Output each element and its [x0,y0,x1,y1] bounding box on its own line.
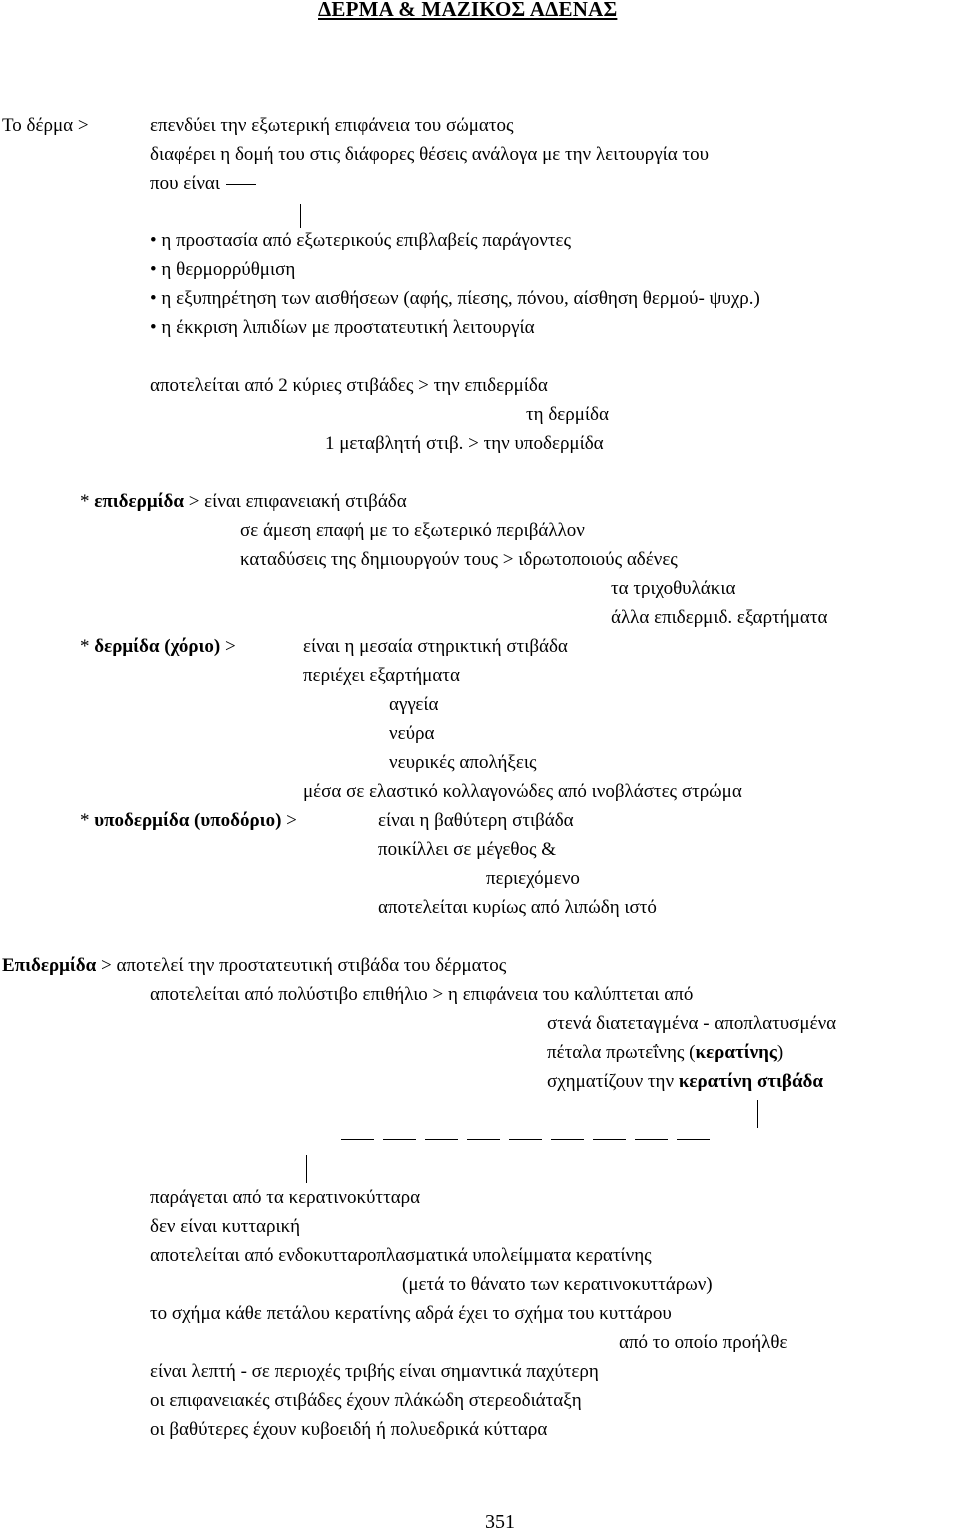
skin-heading: Το δέρμα > [2,115,89,136]
function-bullet: • η εξυπηρέτηση των αισθήσεων (αφής, πίεσης, πόνου, αίσθηση θερμού- ψυχρ.) [150,288,760,309]
hypodermis-line: είναι η βαθύτερη στιβάδα [378,810,574,831]
dashed-connector [341,1139,710,1140]
layers-line: τη δερμίδα [526,404,609,425]
dermis-summary-head: * δερμίδα (χόριο) > [80,636,236,657]
skin-line: επενδύει την εξωτερική επιφάνεια του σώματος [150,115,514,136]
epidermis-main-line: πέταλα πρωτεΐνης (κερατίνης) [547,1042,784,1063]
keratin-line: δεν είναι κυτταρική [150,1216,301,1237]
connector-vertical [306,1155,307,1183]
keratin-line: από το οποίο προήλθε [619,1332,788,1353]
function-bullet: • η προστασία από εξωτερικούς επιβλαβείς παράγοντες [150,230,572,251]
page-number: 351 [485,1511,515,1533]
layers-line: αποτελείται από 2 κύριες στιβάδες > την επιδερμίδα [150,375,548,396]
epidermis-main-line: αποτελείται από πολύστιβο επιθήλιο > η επιφάνεια του καλύπτεται από [150,984,694,1005]
hypodermis-line: ποικίλλει σε μέγεθος & [378,839,556,860]
function-bullet: • η θερμορρύθμιση [150,259,296,280]
dermis-line: νεύρα [389,723,435,744]
dermis-line: είναι η μεσαία στηρικτική στιβάδα [303,636,568,657]
keratin-line: αποτελείται από ενδοκυτταροπλασματικά υπολείμματα κερατίνης [150,1245,652,1266]
keratin-line: οι βαθύτερες έχουν κυβοειδή ή πολυεδρικά κύτταρα [150,1419,548,1440]
page-title: ΔΕΡΜΑ & ΜΑΖΙΚΟΣ ΑΔΕΝΑΣ [318,0,618,21]
hypodermis-line: περιεχόμενο [486,868,580,889]
epidermis-main-line: σχηματίζουν την κερατίνη στιβάδα [547,1071,824,1092]
epidermis-line: καταδύσεις της δημιουργούν τους > ιδρωτοποιούς αδένες [240,549,678,570]
dermis-line: περιέχει εξαρτήματα [303,665,460,686]
connector-vertical [300,204,301,228]
epidermis-main-line: στενά διατεταγμένα - αποπλατυσμένα [547,1013,837,1034]
dermis-line: μέσα σε ελαστικό κολλαγονώδες από ινοβλάστες στρώμα [303,781,742,802]
keratin-line: το σχήμα κάθε πετάλου κερατίνης αδρά έχει το σχήμα του κυττάρου [150,1303,672,1324]
epidermis-line: τα τριχοθυλάκια [611,578,736,599]
keratin-line: (μετά το θάνατο των κερατινοκυττάρων) [402,1274,713,1295]
layers-line: 1 μεταβλητή στιβ. > την υποδερμίδα [325,433,604,454]
epidermis-line: σε άμεση επαφή με το εξωτερικό περιβάλλον [240,520,585,541]
function-bullet: • η έκκριση λιπιδίων με προστατευτική λειτουργία [150,317,535,338]
keratin-line: παράγεται από τα κερατινοκύτταρα [150,1187,421,1208]
dermis-line: νευρικές απολήξεις [389,752,537,773]
connector-vertical [757,1100,758,1128]
hypodermis-summary-head: * υποδερμίδα (υποδόριο) > [80,810,297,831]
keratin-line: είναι λεπτή - σε περιοχές τριβής είναι σημαντικά παχύτερη [150,1361,599,1382]
epidermis-summary-head: * επιδερμίδα > είναι επιφανειακή στιβάδα [80,491,407,512]
epidermis-heading: Επιδερμίδα > αποτελεί την προστατευτική στιβάδα του δέρματος [2,955,507,976]
dermis-line: αγγεία [389,694,439,715]
epidermis-line: άλλα επιδερμιδ. εξαρτήματα [611,607,828,628]
keratin-line: οι επιφανειακές στιβάδες έχουν πλάκώδη στερεοδιάταξη [150,1390,582,1411]
connector-line [226,184,256,185]
hypodermis-line: αποτελείται κυρίως από λιπώδη ιστό [378,897,657,918]
skin-line: διαφέρει η δομή του στις διάφορες θέσεις ανάλογα με την λειτουργία του [150,144,709,165]
skin-line: που είναι [150,173,256,195]
